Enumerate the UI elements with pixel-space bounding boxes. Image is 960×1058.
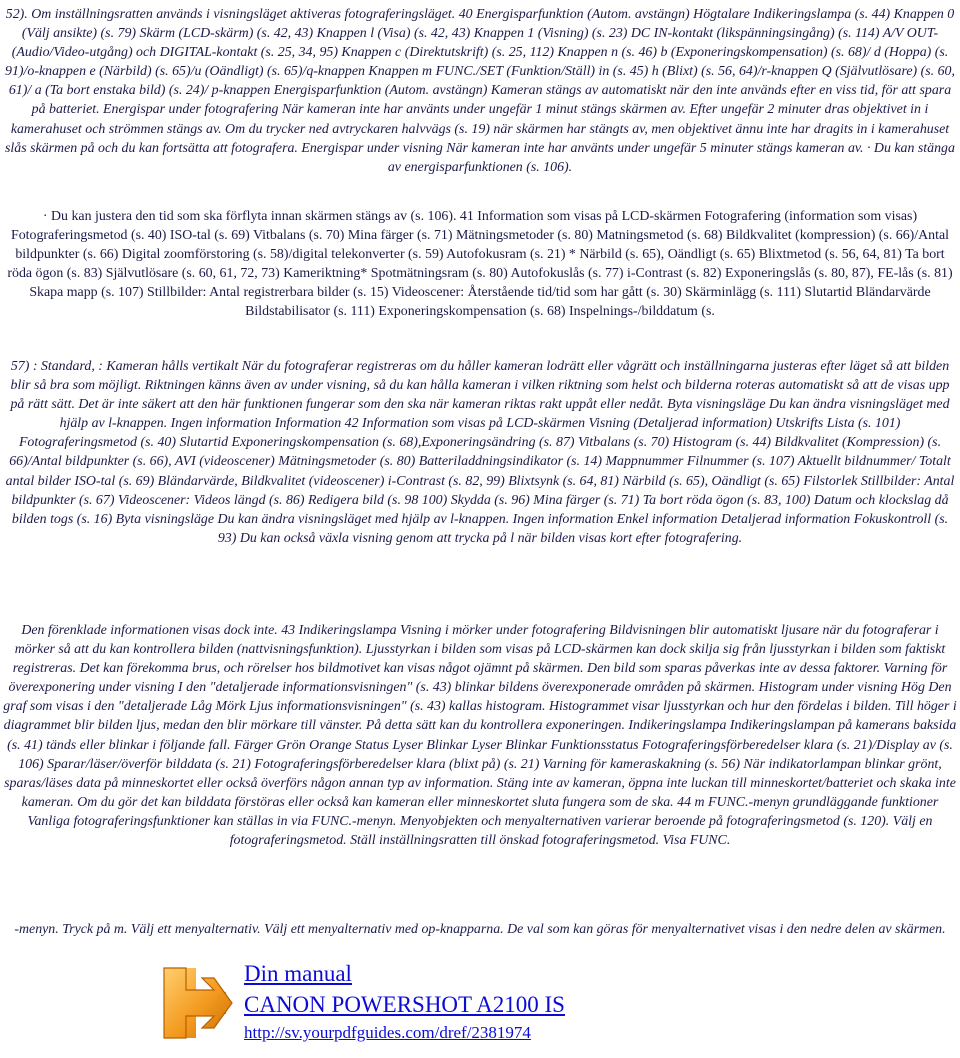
paragraph-4: Den förenklade informationen visas dock inte. 43 Indikeringslampa Visning i mörker under fotografering Bildvisningen blir automatiskt ljusare när du fotograferar i mörker så att du kan kontrollera bilden (nattvisningsfunktion). Ljusstyrkan i bilden som visas på LCD-skärmen kan dock skilja sig från ljusstyrkan i bilden som faktiskt registreras. Det kan förekomma brus, och rörelser hos bildmotivet kan visas något ojämnt på skärmen. Den bild som sparas påverkas inte av dessa faktorer. Varning för överexponering under visning I den "detaljerade informationsvisningen" (s. 43) blinkar bildens överexponerade områden på skärmen. Histogram under visning Hög Den graf som visas i den "detaljerade Låg Mörk Ljus informationsvisningen" (s. 43) kallas histogram. Histogrammet visar ljusstyrkan och hur den fördelas i bilden. Till höger i diagrammet blir bilden ljus, medan den blir mörkare till vänster. På detta sätt kan du kontrollera exponeringen. Indikeringslampa Indikeringslampan på kamerans baksida (s. 41) tänds eller blinkar i följande fall. Färger Grön Orange Status Lyser Blinkar Lyser Blinkar Funktionsstatus Fotograferingsförberedelser klara (s. 21)/Display av (s. 106) Sparar/läser/överför bilddata (s. 21) Fotograferingsförberedelser klara (blixt på) (s. 21) Varning för kameraskakning (s. 56) När indikatorlampan blinkar grönt, sparas/läses data på minneskortet eller också överförs någon annan typ av information. Stäng inte av kameran, öppna inte luckan till minneskortet/batteriet och skaka inte kameran. Om du gör det kan bilddata förstöras eller också kan kameran eller minneskortet sluta fungera som de ska. 44 m FUNC.-menyn grundläggande funktioner Vanliga fotograferingsfunktioner kan ställas in via FUNC.-menyn. Menyobjekten och menyalternativen varierar beroende på fotograferingsmetod (s. 120). Välj en fotograferingsmetod. Ställ inställningsratten till önskad fotograferingsmetod. Visa FUNC. bbox=[3, 623, 957, 849]
url-link[interactable]: http://sv.yourpdfguides.com/dref/2381974 bbox=[244, 1023, 531, 1042]
manual-link[interactable]: Din manual bbox=[244, 961, 352, 986]
paragraph-5: -menyn. Tryck på m. Välj ett menyalternativ. Välj ett menyalternativ med op-knapparna. De val som kan göras för menyalternativet visas i den nedre delen av skärmen. bbox=[14, 922, 946, 937]
paragraph-2: · Du kan justera den tid som ska förflyta innan skärmen stängs av (s. 106). 41 Information som visas på LCD-skärmen Fotografering (information som visas) Fotograferingsmetod (s. 40) ISO-tal (s. 69) Vitbalans (s. 70) Mina färger (s. 71) Mätningsmetoder (s. 80) Matningsmetod (s. 68) Bildkvalitet (kompression) (s. 66)/Antal bildpunkter (s. 66) Digital zoomförstoring (s. 58)/digital telekonverter (s. 59) Autofokusram (s. 21) * Närbild (s. 65), Oändligt (s. 65) Blixtmetod (s. 56, 64, 81) Ta bort röda ögon (s. 83) Självutlösare (s. 60, 61, 72, 73) Kameriktning* Spotmätningsram (s. 80) Autofokuslås (s. 77) i-Contrast (s. 82) Exponeringslås (s. 80, 87), FE-lås (s. 81) Skapa mapp (s. 107) Stillbilder: Antal registrerbara bilder (s. 15) Videoscener: Återstående tid/tid som har gått (s. 30) Skärminlägg (s. 111) Slutartid Bländarvärde Bildstabilisator (s. 111) Exponeringskompensation (s. 68) Inspelnings-/bilddatum (s. bbox=[7, 209, 953, 320]
footer-links-block bbox=[150, 958, 950, 1058]
orange-arrow-icon bbox=[156, 962, 238, 1044]
footer-links bbox=[244, 958, 565, 1046]
paragraph-3: 57) : Standard, : Kameran hålls vertikalt När du fotograferar registreras om du håller kameran lodrätt eller vågrätt och inställningarna justeras efter läget så att bilden blir så bra som möjligt. Riktningen känns även av under visning, så du kan hålla kameran i vilken riktning som helst och bilderna roteras automatiskt så att de visas upp på rätt sätt. Det är inte säkert att den här funktionen fungerar som den ska när kameran riktas rakt uppåt eller nedåt. Byta visningsläge Du kan ändra visningsläget med hjälp av l-knappen. Ingen information Information 42 Information som visas på LCD-skärmen Visning (Detaljerad information) Utskrifts Lista (s. 101) Fotograferingsmetod (s. 40) Slutartid Exponeringskompensation (s. 68),Exponeringsändring (s. 87) Vitbalans (s. 70) Histogram (s. 44) Bildkvalitet (Kompression) (s. 66)/Antal bildpunkter (s. 66), AVI (videoscener) Mätningsmetoder (s. 80) Batteriladdningsindikator (s. 14) Mappnummer Filnummer (s. 107) Aktuellt bildnummer/ Totalt antal bilder ISO-tal (s. 69) Bländarvärde, Bildkvalitet (videoscener) i-Contrast (s. 82, 99) Blixtsynk (s. 64, 81) Närbild (s. 65), Oändligt (s. 65) Filstorlek Stillbilder: Antal bildpunkter (s. 67) Videoscener: Videos längd (s. 86) Redigera bild (s. 98 100) Skydda (s. 96) Mina färger (s. 71) Ta bort röda ögon (s. 83, 100) Datum och klockslag då bilden togs (s. 16) Byta visningsläge Du kan ändra visningsläget med hjälp av l-knappen. Ingen information Enkel information Detaljerad information Fokuskontroll (s. 93) Du kan också växla visning genom att trycka på l när bilden visas kort efter fotografering. bbox=[5, 359, 955, 546]
product-link[interactable]: CANON POWERSHOT A2100 IS bbox=[244, 992, 565, 1017]
paragraph-1: 52). Om inställningsratten används i visningsläget aktiveras fotograferingsläget. 40 Energisparfunktion (Autom. avstängn) Högtalare Indikeringslampa (s. 44) Knappen 0 (Välj ansikte) (s. 79) Skärm (LCD-skärm) (s. 42, 43) Knappen l (Visa) (s. 42, 43) Knappen 1 (Visning) (s. 23) DC IN-kontakt (likspänningsingång) (s. 114) A/V OUT- (Audio/Video-utgång) och DIGITAL-kontakt (s. 25, 34, 95) Knappen c (Direktutskrift) (s. 25, 112) Knappen n (s. 46) b (Exponeringskompensation) (s. 68)/ d (Hoppa) (s. 91)/o-knappen e (Närbild) (s. 65)/u (Oändligt) (s. 65)/q-knappen Knappen m FUNC./SET (Funktion/Ställ) in (s. 45) h (Blixt) (s. 56, 64)/r-knappen Q (Självutlösare) (s. 60, 61)/ a (Ta bort enstaka bild) (s. 24)/ p-knappen Energisparfunktion (Autom. avstängn) Kameran stängs av automatiskt när den inte används efter en viss tid, för att spara på batteriet. Energispar under fotografering När kameran inte har använts under ungefär 1 minut stängs skärmen av. Efter ungefär 2 minuter dras objektivet in i kamerahuset och strömmen stängs av. Om du trycker ned avtryckaren halvvägs (s. 19) när skärmen har stängts av, men objektivet ännu inte har dragits in i kamerahuset slås skärmen på och du kan fortsätta att fotografera. Energispar under visning När kameran inte har använts under ungefär 5 minuter stängs kameran av. · Du kan stänga av energisparfunktionen (s. 106). bbox=[5, 7, 955, 175]
